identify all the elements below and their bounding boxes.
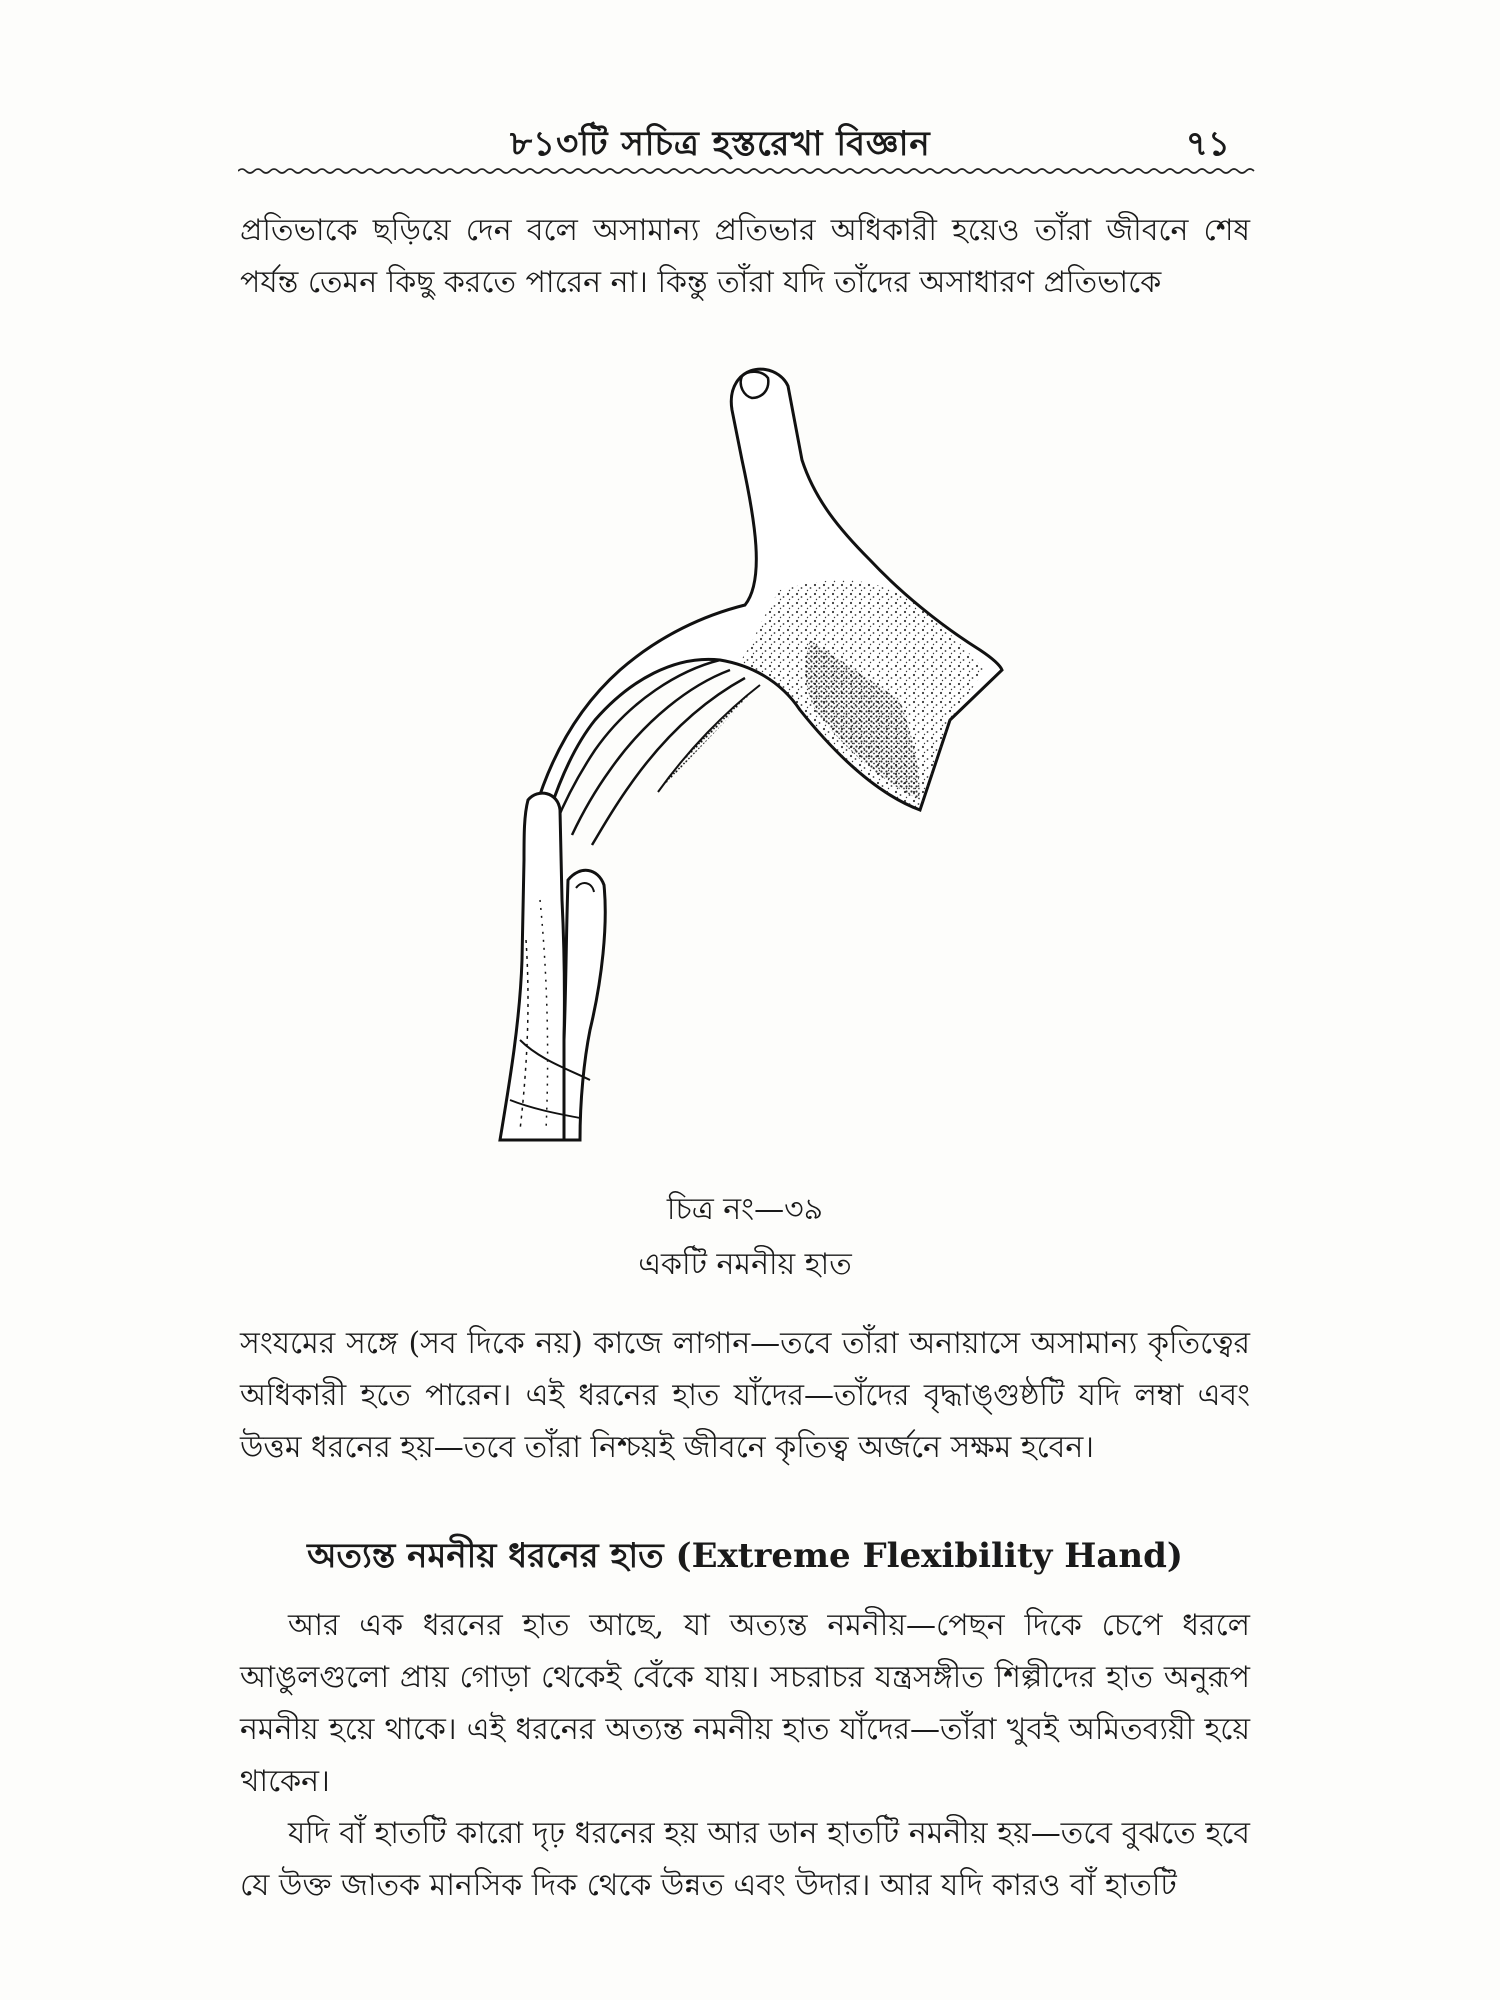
flexible-hand-illustration [480, 340, 1100, 1150]
bent-hand-shape [535, 369, 1002, 845]
section-paragraph-1: আর এক ধরনের হাত আছে, যা অত্যন্ত নমনীয়—পেছন দিকে চেপে ধরলে আঙুলগুলো প্রায় গোড়া থেকেই বেঁকে যায়। সচরাচর যন্ত্রসঙ্গীত শিল্পীদের হাত অনুরূপ নমনীয় হয়ে থাকে। এই ধরনের অত্যন্ত নমনীয় হাত যাঁদের—তাঁরা খুবই অমিতব্যয়ী হয়ে থাকেন। [240, 1608, 1250, 1799]
running-head [240, 118, 1250, 168]
figure-title: একটি নমনীয় হাত [638, 1247, 852, 1282]
section-heading: অত্যন্ত নমনীয় ধরনের হাত (Extreme Flexibility Hand) [307, 1536, 1183, 1576]
intro-paragraph: প্রতিভাকে ছড়িয়ে দেন বলে অসামান্য প্রতিভার অধিকারী হয়েও তাঁরা জীবনে শেষ পর্যন্ত তেমন কিছু করতে পারেন না। কিন্তু তাঁরা যদি তাঁদের অসাধারণ প্রতিভাকে [240, 213, 1250, 300]
section-paragraph-2: যদি বাঁ হাতটি কারো দৃঢ় ধরনের হয় আর ডান হাতটি নমনীয় হয়—তবে বুঝতে হবে যে উক্ত জাতক মানসিক দিক থেকে উন্নত এবং উদার। আর যদি কারও বাঁ হাতটি [240, 1816, 1250, 1903]
page-number: ৭১ [1185, 124, 1230, 164]
supporting-hand-shape [500, 793, 605, 1140]
intro-paragraph-block [240, 205, 1250, 309]
body-paragraph-block [240, 1318, 1250, 1474]
running-title: ৮১৩টি সচিত্র হস্তরেখা বিজ্ঞান [510, 124, 931, 164]
section-text-block [240, 1600, 1250, 1912]
body-paragraph: সংযমের সঙ্গে (সব দিকে নয়) কাজে লাগান—তবে তাঁরা অনায়াসে অসামান্য কৃতিত্বের অধিকারী হতে পারেন। এই ধরনের হাত যাঁদের—তাঁদের বৃদ্ধাঙ্গুষ্ঠটি যদি লম্বা এবং উত্তম ধরনের হয়—তবে তাঁরা নিশ্চয়ই জীবনে কৃতিত্ব অর্জনে সক্ষম হবেন। [240, 1326, 1250, 1465]
figure-number: চিত্র নং—৩৯ [666, 1192, 824, 1227]
header-wavy-rule [238, 166, 1258, 176]
